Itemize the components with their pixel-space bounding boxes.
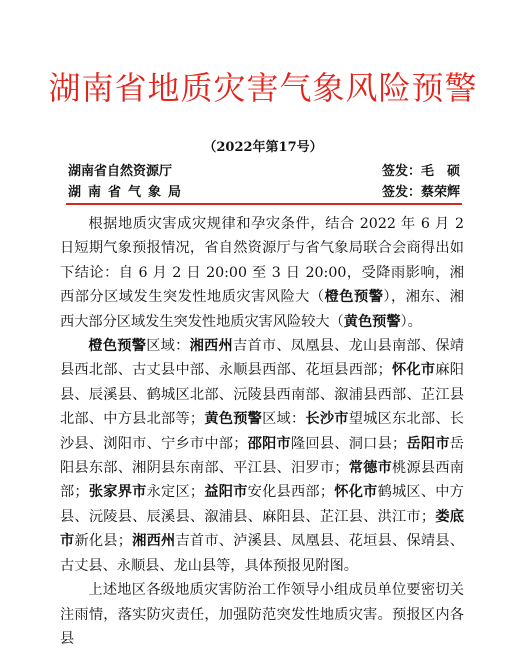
- emphasis-text: 常德市: [348, 460, 393, 477]
- emphasis-text: 黄色预警: [204, 411, 263, 428]
- emphasis-text: 长沙市: [305, 411, 349, 428]
- body-text: 麻阳县、辰溪县、鹤城区北部、沅陵县西南部、溆浦县西部、芷江县北部、中方县北部等；: [60, 362, 464, 428]
- document-title: 湖南省地质灾害气象风险预警: [48, 69, 478, 107]
- body-text: 新化县；: [74, 533, 132, 550]
- emphasis-text: 黄色预警: [343, 313, 401, 330]
- body-text: 根据地质灾害成灾规律和孕灾条件，结合 2022 年 6 月 2 日短期气象预报情况，省自然资源厅与省气象局联合会商得出如下结论：自 6 月 2 日 20:00 至 3 日 20:00，受降雨影响，湘西部分区域发生突发性地质灾害风险大（: [60, 216, 464, 306]
- header-divider: [66, 203, 462, 205]
- emphasis-text: 怀化市: [391, 362, 436, 379]
- body-text: 安化县西部；: [247, 484, 335, 501]
- body-text: 区域：: [146, 338, 190, 355]
- body-text: 吉首市、凤凰县、龙山县南部、保靖县西北部、古丈县中部、永顺县西部、花垣县西部；: [60, 338, 464, 379]
- emphasis-text: 怀化市: [334, 484, 378, 501]
- emphasis-text: 邵阳市: [247, 435, 291, 452]
- emphasis-text: 岳阳市: [406, 435, 450, 452]
- body-text: 吉首市、泸溪县、凤凰县、花垣县、保靖县、古丈县、永顺县、龙山县等，具体预报见附图。: [60, 533, 464, 574]
- issuer-org: 湖南省气象局: [68, 185, 189, 200]
- body-text: 岳阳县东部、湘阴县东南部、平江县、汨罗市；: [60, 435, 464, 477]
- paragraph: [60, 212, 464, 334]
- body-text: 鹤城区、中方县、沅陵县、辰溪县、溆浦县、麻阳县、芷江县、洪江市；: [60, 484, 464, 525]
- body-text: 隆回县、洞口县；: [290, 435, 407, 452]
- body-text: 区域：: [262, 411, 306, 428]
- emphasis-text: 湘西州: [189, 338, 233, 355]
- emphasis-text: 益阳市: [204, 484, 248, 501]
- body-text: 上述地区各级地质灾害防治工作领导小组成员单位要密切关注雨情，落实防灾责任，加强防范突发性地质灾害。预报区内各县: [60, 582, 464, 647]
- emphasis-text: 娄底市: [60, 508, 464, 550]
- emphasis-text: 张家界市: [88, 484, 147, 501]
- emphasis-text: 湘西州: [131, 533, 176, 550]
- issuer-row-2: [68, 181, 460, 200]
- body-text: 桃源县西南部；: [60, 460, 464, 501]
- issuer-row-1: [68, 160, 460, 179]
- emphasis-text: 橙色预警: [88, 338, 147, 355]
- document-body: [60, 212, 464, 651]
- paragraph: [60, 334, 464, 578]
- paragraph: [60, 578, 464, 651]
- issuer-signer: 签发：毛 硕: [381, 164, 460, 179]
- body-text: ），湘东、湘西大部分区域发生突发性地质灾害风险较大（: [60, 289, 464, 330]
- issue-number: （2022年第17号）: [203, 140, 323, 155]
- body-text: 望城区东北部、长沙县、浏阳市、宁乡市中部；: [60, 411, 464, 452]
- issuer-signer: 签发：蔡荣辉: [381, 185, 460, 200]
- issuer-org: 湖南省自然资源厅: [68, 164, 173, 179]
- body-text: 永定区；: [146, 484, 205, 501]
- body-text: ）。: [400, 313, 422, 330]
- emphasis-text: 橙色预警: [324, 289, 384, 306]
